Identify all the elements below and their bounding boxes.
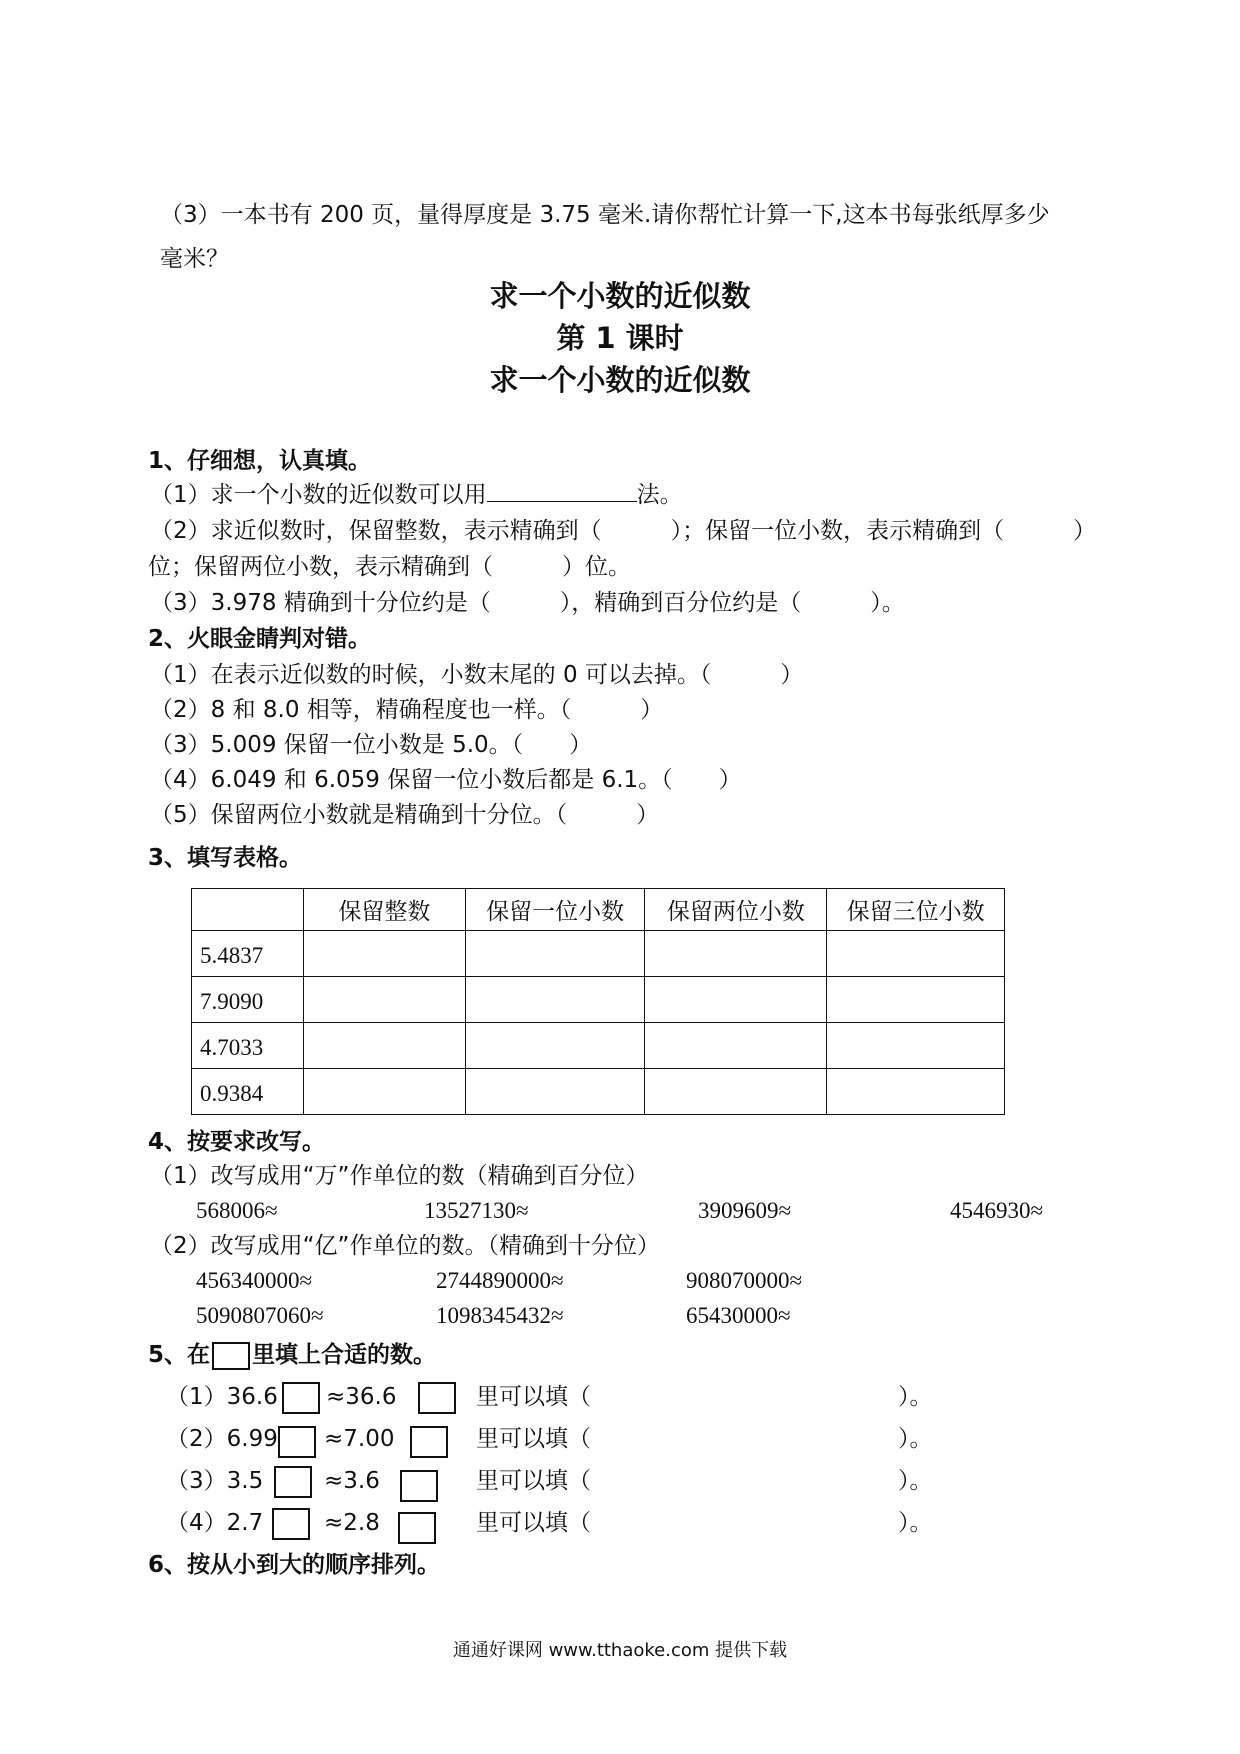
- table-header-cell: 保留整数: [303, 889, 465, 931]
- q5-item-3-end: ）。: [898, 1468, 933, 1494]
- q4-heading: 4、按要求改写。: [148, 1129, 326, 1155]
- answer-box[interactable]: [400, 1470, 438, 1502]
- answer-box[interactable]: [410, 1426, 448, 1458]
- answer-box[interactable]: [272, 1508, 310, 1540]
- answer-box[interactable]: [282, 1382, 320, 1414]
- q4-number: 568006≈: [196, 1198, 278, 1223]
- q4-item-2: （2）改写成用“亿”作单位的数。（精确到十分位）: [150, 1233, 660, 1259]
- table-header-cell: 保留两位小数: [645, 889, 827, 931]
- q5-heading-pre: 5、在: [148, 1342, 211, 1368]
- answer-cell[interactable]: [303, 1069, 465, 1115]
- answer-blank[interactable]: [487, 481, 637, 502]
- table-row: [192, 1023, 1005, 1069]
- q5-item-2-label: （2）6.99: [166, 1426, 278, 1452]
- answer-cell[interactable]: [303, 931, 465, 977]
- q5-item-1-label: （1）36.6: [166, 1384, 278, 1410]
- q4-number: 3909609≈: [698, 1198, 792, 1223]
- q4-number: 4546930≈: [950, 1198, 1044, 1223]
- table-header-cell: [192, 889, 304, 931]
- q5-item-3-tail: 里可以填（: [476, 1468, 591, 1494]
- answer-cell[interactable]: [465, 977, 645, 1023]
- q1-item-2-line-2: 位；保留两位小数，表示精确到（ ）位。: [148, 554, 631, 580]
- q2-item-2: （2）8 和 8.0 相等，精确程度也一样。（ ）: [150, 697, 664, 723]
- q4-number: 1098345432≈: [436, 1303, 564, 1328]
- answer-cell[interactable]: [303, 977, 465, 1023]
- q4-number: 5090807060≈: [196, 1303, 324, 1328]
- q1-item-1-pre: （1）求一个小数的近似数可以用: [150, 482, 487, 508]
- table-header-cell: 保留三位小数: [827, 889, 1005, 931]
- q5-item-1-mid: ≈36.6: [326, 1384, 397, 1410]
- q5-item-4-end: ）。: [898, 1510, 933, 1536]
- answer-box[interactable]: [274, 1466, 312, 1498]
- q4-number: 456340000≈: [196, 1268, 313, 1293]
- answer-cell[interactable]: [645, 977, 827, 1023]
- page-title: 求一个小数的近似数: [489, 279, 751, 313]
- intro-line-1: （3）一本书有 200 页，量得厚度是 3.75 毫米.请你帮忙计算一下,这本书每张纸厚多少: [160, 202, 1050, 228]
- q5-item-1-end: ）。: [898, 1384, 933, 1410]
- row-label: 5.4837: [192, 931, 304, 977]
- q1-heading: 1、仔细想，认真填。: [148, 448, 372, 474]
- blank-box: [212, 1342, 250, 1370]
- q5-item-3-mid: ≈3.6: [324, 1468, 380, 1494]
- q1-item-1-post: 法。: [636, 482, 683, 508]
- q1-item-1: [150, 480, 683, 510]
- answer-box[interactable]: [418, 1382, 456, 1414]
- q5-item-2-tail: 里可以填（: [476, 1426, 591, 1452]
- q4-number: 908070000≈: [686, 1268, 803, 1293]
- q5-item-4-label: （4）2.7: [166, 1510, 264, 1536]
- table-row: [192, 977, 1005, 1023]
- answer-cell[interactable]: [303, 1023, 465, 1069]
- footer-credit: 通通好课网 www.tthaoke.com 提供下载: [452, 1640, 788, 1661]
- table-row: [192, 931, 1005, 977]
- q5-heading: [148, 1340, 436, 1370]
- answer-cell[interactable]: [827, 977, 1005, 1023]
- row-label: 4.7033: [192, 1023, 304, 1069]
- q5-item-2-end: ）。: [898, 1426, 933, 1452]
- q5-item-4-tail: 里可以填（: [476, 1510, 591, 1536]
- q4-item-1: （1）改写成用“万”作单位的数（精确到百分位）: [150, 1163, 649, 1189]
- q5-item-3-label: （3）3.5: [166, 1468, 264, 1494]
- q5-item-2-mid: ≈7.00: [324, 1426, 395, 1452]
- answer-cell[interactable]: [827, 1023, 1005, 1069]
- lesson-title: 第 1 课时: [556, 321, 684, 355]
- answer-box[interactable]: [398, 1512, 436, 1544]
- answer-cell[interactable]: [827, 931, 1005, 977]
- table-header-row: [192, 889, 1005, 931]
- q2-item-3: （3）5.009 保留一位小数是 5.0。（ ）: [150, 732, 593, 758]
- q3-heading: 3、填写表格。: [148, 845, 303, 871]
- q4-number: 2744890000≈: [436, 1268, 564, 1293]
- intro-line-2: 毫米？: [160, 246, 229, 272]
- answer-cell[interactable]: [645, 1023, 827, 1069]
- answer-cell[interactable]: [465, 931, 645, 977]
- row-label: 7.9090: [192, 977, 304, 1023]
- rounding-table: [191, 888, 1005, 1115]
- q5-heading-post: 里填上合适的数。: [252, 1342, 437, 1368]
- answer-cell[interactable]: [827, 1069, 1005, 1115]
- q4-number: 13527130≈: [424, 1198, 529, 1223]
- answer-cell[interactable]: [645, 1069, 827, 1115]
- sub-title: 求一个小数的近似数: [489, 363, 751, 397]
- answer-cell[interactable]: [465, 1023, 645, 1069]
- q5-item-1-tail: 里可以填（: [476, 1384, 591, 1410]
- q2-item-4: （4）6.049 和 6.059 保留一位小数后都是 6.1。（ ）: [150, 767, 742, 793]
- answer-box[interactable]: [278, 1426, 316, 1458]
- q5-item-4-mid: ≈2.8: [324, 1510, 380, 1536]
- answer-cell[interactable]: [465, 1069, 645, 1115]
- q2-heading: 2、火眼金睛判对错。: [148, 626, 372, 652]
- row-label: 0.9384: [192, 1069, 304, 1115]
- q6-heading: 6、按从小到大的顺序排列。: [148, 1552, 441, 1578]
- table-header-cell: 保留一位小数: [465, 889, 645, 931]
- answer-cell[interactable]: [645, 931, 827, 977]
- table-row: [192, 1069, 1005, 1115]
- q2-item-5: （5）保留两位小数就是精确到十分位。（ ）: [150, 802, 660, 828]
- q4-number: 65430000≈: [686, 1303, 791, 1328]
- q2-item-1: （1）在表示近似数的时候，小数末尾的 0 可以去掉。（ ）: [150, 662, 804, 688]
- q1-item-3: （3）3.978 精确到十分位约是（ ），精确到百分位约是（ ）。: [150, 590, 905, 616]
- q1-item-2-line-1: （2）求近似数时，保留整数，表示精确到（ ）；保留一位小数，表示精确到（ ）: [150, 518, 1097, 544]
